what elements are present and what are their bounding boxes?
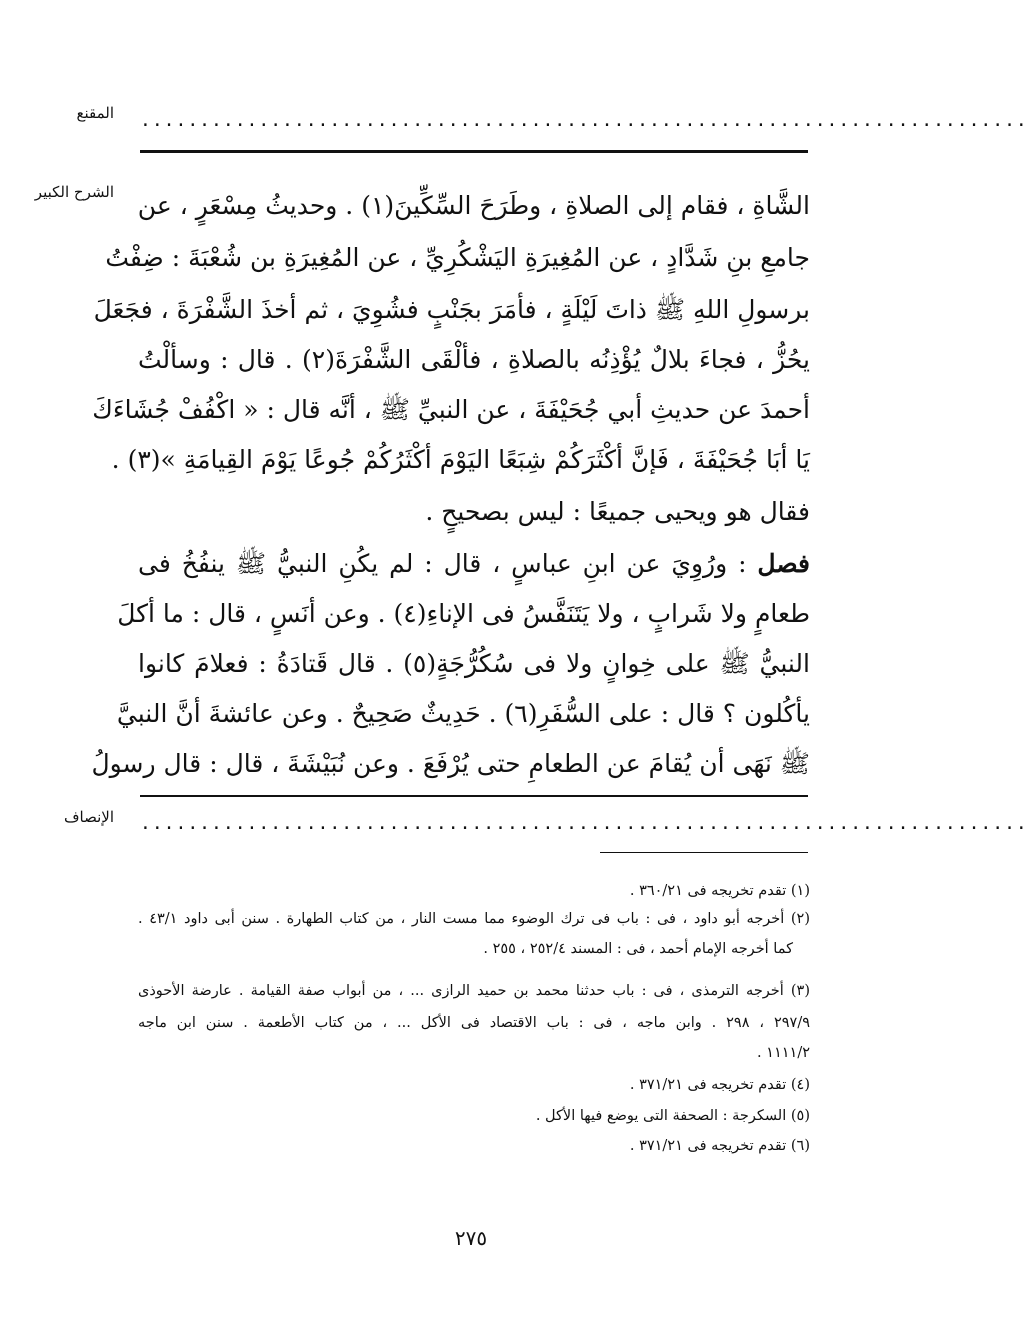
main-line: برسولِ اللهِ ﷺ ذاتَ لَيْلَةٍ ، فأمَرَ بجَنْبٍ فشُوِيَ ، ثم أخذَ الشَّفْرَةَ ، فجَعَلَ — [93, 295, 810, 324]
fasl-line: يأكُلون ؟ قال : على السُّفَرِ(٦) . حَدِيثٌ صَحِيحٌ . وعن عائشةَ أنَّ النبيَّ — [116, 699, 810, 728]
footnote-continuation: ٢٩٧/٩ ، ٢٩٨ . وابن ماجه ، فى : باب الاقتصاد فى الأكل ... ، من كتاب الأطعمة . سنن ابن ماجه — [138, 1015, 811, 1031]
fasl-line: طعامٍ ولا شَرابٍ ، ولا يَتَنَفَّسُ فى الإناءِ(٤) . وعن أنَسٍ ، قال : ما أكلَ — [117, 599, 810, 628]
footnote-continuation: كما أخرجه الإمام أحمد ، فى : المسند ٢٥٢/٤ ، ٢٥٥ . — [483, 941, 793, 957]
fasl-first-line — [138, 538, 810, 590]
insaf-rule — [140, 795, 808, 797]
header-rule — [140, 150, 808, 153]
footnote-continuation: ١١١١/٢ . — [756, 1045, 810, 1061]
footnote-rule — [600, 852, 808, 853]
fasl-line: ﷺ نَهَى أن يُقامَ عن الطعامِ حتى يُرْفَعَ . وعن نُبَيْشَةَ ، قال : قال رسولُ — [91, 749, 810, 778]
main-line: أحمدَ عن حديثِ أبي جُحَيْفَةَ ، عن النبيِّ ﷺ ، أنَّه قال : « اكْفُفْ جُشَاءَكَ — [92, 395, 810, 424]
header-dotted-line: ........................................................................... — [140, 110, 1028, 131]
footnote: (١) تقدم تخريجه فى ٣٦٠/٢١ . — [629, 883, 810, 899]
main-line: الشَّاةِ ، فقام إلى الصلاةِ ، وطَرَحَ السِّكِّينَ(١) . وحديثُ مِسْعَرٍ ، عن — [137, 191, 810, 220]
sidebar-label-sharh: الشرح الكبير — [34, 183, 114, 201]
fasl-line: النبيُّ ﷺ على خِوانٍ ولا فى سُكُرُّجَةٍ(٥) . قال قَتادَةُ : فعلامَ كانوا — [138, 649, 810, 678]
footnote: (٢) أخرجه أبو داود ، فى : باب فى ترك الوضوء مما مست النار ، من كتاب الطهارة . سنن أبى داود ٤٣/١ . — [138, 911, 810, 927]
footnote: (٦) تقدم تخريجه فى ٣٧١/٢١ . — [629, 1138, 810, 1154]
main-line: جامعِ بنِ شَدَّادٍ ، عن المُغِيرَةِ اليَشْكُرِيِّ ، عن المُغِيرَةِ بن شُعْبَةَ : ضِفْتُ — [105, 243, 810, 272]
sidebar-label-insaf: الإنصاف — [63, 808, 114, 826]
insaf-dotted-line: ........................................................................... — [140, 813, 1028, 834]
footnote: (٥) السكرجة : الصحفة التى يوضع فيها الأكل . — [535, 1108, 810, 1124]
footnote: (٤) تقدم تخريجه فى ٣٧١/٢١ . — [629, 1077, 810, 1093]
fasl-first-line-text: : ورُوِيَ عن ابنِ عباسٍ ، قال : لم يكُنِ النبيُّ ﷺ ينفُخُ فى — [138, 549, 747, 578]
footnote: (٣) أخرجه الترمذى ، فى : باب حدثنا محمد بن حميد الرازى ... ، من أبواب صفة القيامة . عارضة الأحوذى — [138, 983, 810, 999]
page-number: ٢٧٥ — [454, 1226, 488, 1250]
main-line: يَا أبَا جُحَيْفَةَ ، فَإنَّ أكْثَرَكُمْ شِبَعًا اليَوْمَ أكْثَرُكُمْ جُوعًا يَوْمَ القِيامَةِ »(٣) . — [111, 445, 810, 474]
main-line: يحُزُّ ، فجاءَ بلالٌ يُؤْذِنُه بالصلاةِ ، فألْقَى الشَّفْرَةَ(٢) . قال : وسألْتُ — [138, 345, 810, 374]
header-title: المقنع — [76, 104, 114, 122]
fasl-heading: فصل — [757, 549, 810, 578]
main-line: فقال هو ويحيى جميعًا : ليس بصحيحٍ . — [425, 497, 810, 526]
